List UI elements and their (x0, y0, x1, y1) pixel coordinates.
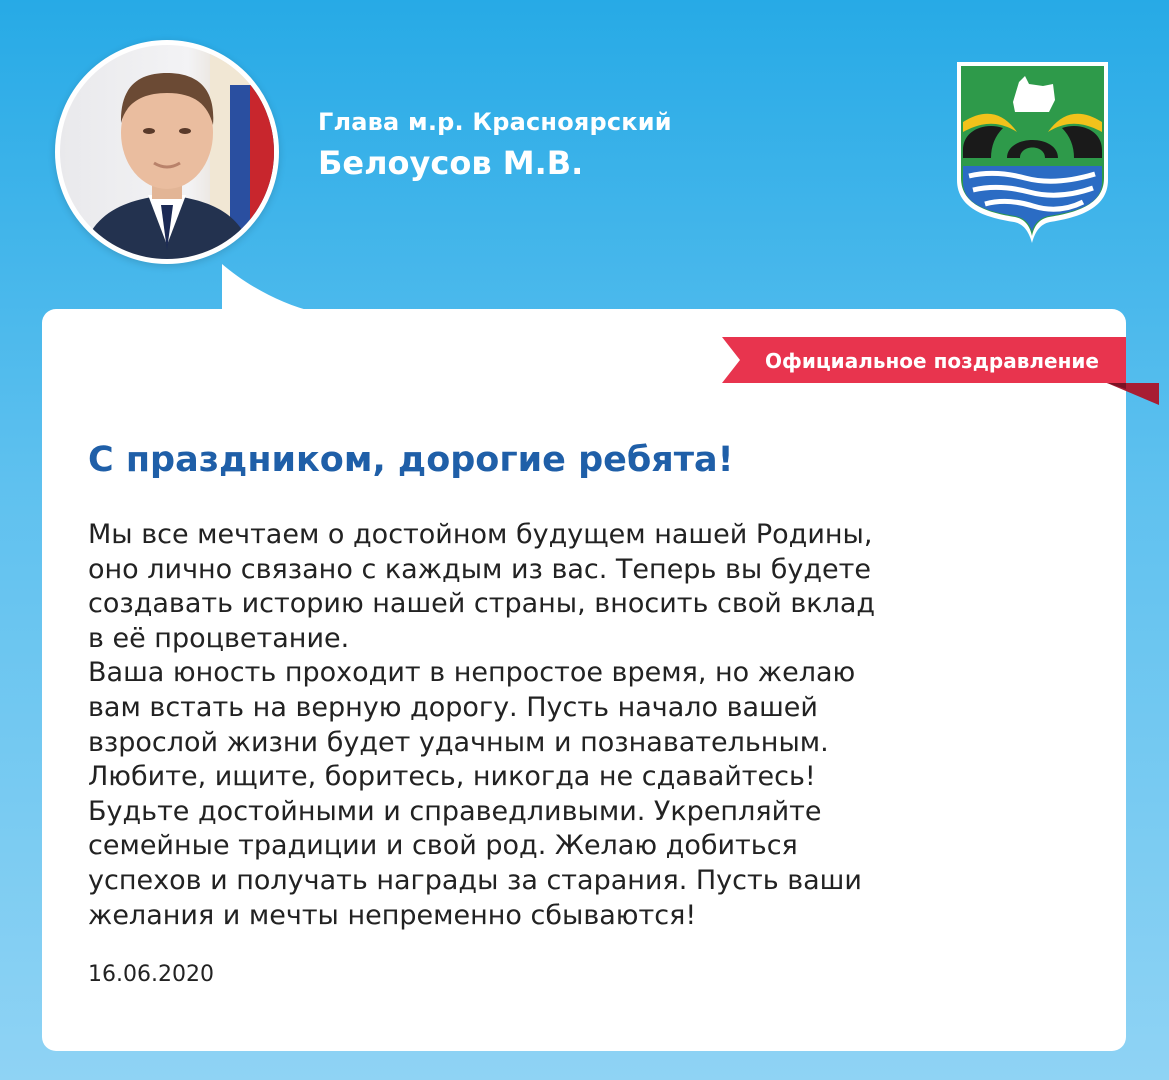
message-line: в её процветание. (88, 622, 350, 654)
message-line: вам встать на верную дорогу. Пусть начало вашей (88, 691, 818, 723)
message-line: оно лично связано с каждым из вас. Теперь вы будете (88, 553, 871, 585)
message-line: Будьте достойными и справедливыми. Укрепляйте (88, 795, 822, 827)
message-line: взрослой жизни будет удачным и познавательным. (88, 726, 829, 758)
emblem (955, 60, 1110, 245)
header (318, 108, 672, 182)
message-line: создавать историю нашей страны, вносить свой вклад (88, 588, 876, 620)
speech-tail (220, 264, 315, 312)
header-name: Белоусов М.В. (318, 144, 584, 182)
date: 16.06.2020 (88, 962, 214, 987)
message-line: успехов и получать награды за старания. Пусть ваши (88, 864, 862, 896)
ribbon-label: Официальное поздравление (765, 349, 1099, 373)
message-line: желания и мечты непременно сбываются! (88, 899, 697, 931)
header-title: Глава м.р. Красноярский (318, 108, 672, 136)
message-line: Любите, ищите, боритесь, никогда не сдавайтесь! (88, 761, 816, 793)
person-portrait-icon (60, 45, 274, 259)
greeting-heading: С праздником, дорогие ребята! (88, 440, 734, 480)
message-body (88, 518, 1098, 933)
coat-of-arms-icon (955, 60, 1110, 245)
message-line: Ваша юность проходит в непростое время, но желаю (88, 657, 856, 689)
avatar (55, 40, 279, 264)
ribbon (722, 333, 1159, 405)
message-line: семейные традиции и свой род. Желаю добиться (88, 830, 798, 862)
message-line: Мы все мечтаем о достойном будущем нашей Родины, (88, 519, 873, 550)
